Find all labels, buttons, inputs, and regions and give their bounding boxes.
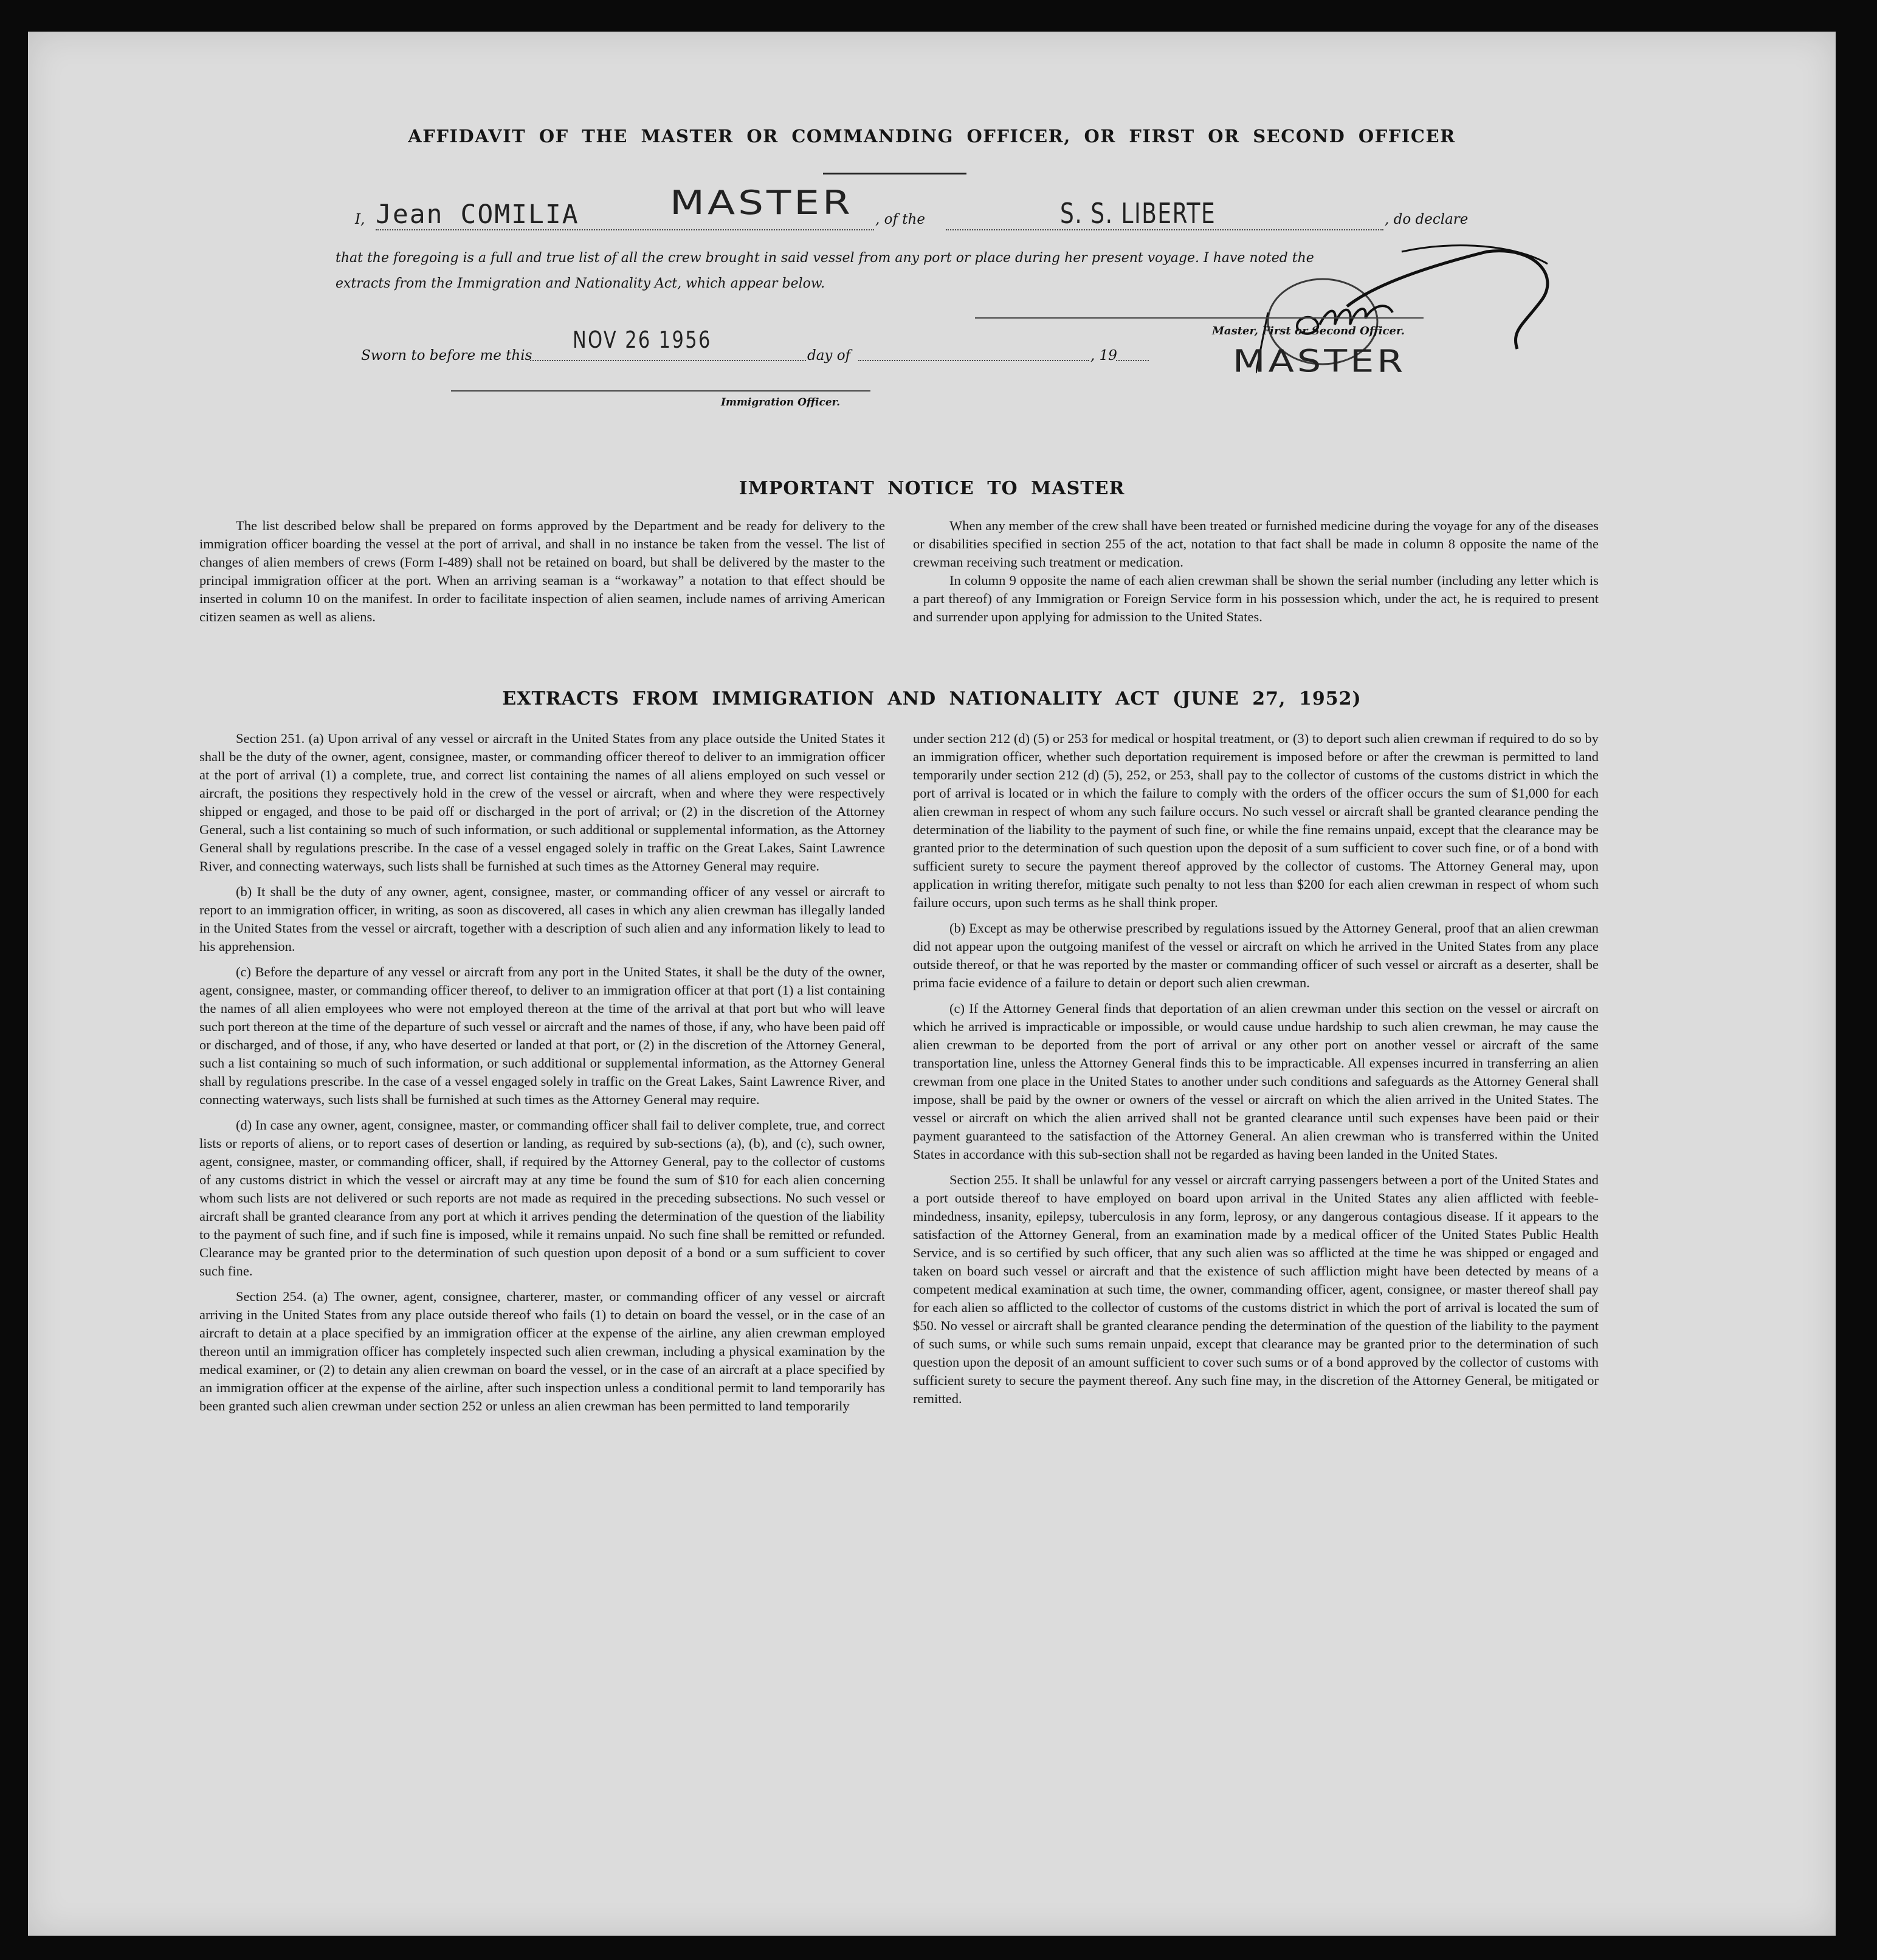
- extract-paragraph: Section 254. (a) The owner, agent, consignee, charterer, master, or commanding officer of any vessel or aircraft arriving in the United States from any place outside thereof who fails (1) to detain on board the vessel, or in the case of an aircraft to detain at a place specified by an immigration officer at the expense of the airline, any alien crewman employed thereon until an immigration officer has completely inspected such alien crewman, including a physical examination by the medical examiner, or (2) to detain any alien crewman on board the vessel, or in the case of an aircraft at a place specified by an immigration officer at the expense of the airline, after such inspection unless a conditional permit to land temporarily has been granted such alien crewman under section 252 or unless an alien crewman has been permitted to land temporarily: [199, 1289, 885, 1413]
- affidavit-title: AFFIDAVIT OF THE MASTER OR COMMANDING OFFICER, OR FIRST OR SECOND OFFICER: [408, 126, 1456, 147]
- sworn-date: NOV 26 1956: [573, 326, 712, 353]
- extracts-left-column: [199, 730, 885, 1423]
- extracts-right-column: [913, 730, 1599, 1415]
- i-label: I,: [355, 212, 365, 227]
- notice-title: IMPORTANT NOTICE TO MASTER: [739, 478, 1125, 499]
- year-prefix: , 19: [1090, 348, 1117, 364]
- do-declare-label: , do declare: [1385, 212, 1469, 227]
- extract-paragraph: (b) It shall be the duty of any owner, agent, consignee, master, or commanding officer of any vessel or aircraft to report to an immigration officer, in writing, as soon as discovered, all cases in which any alien crewman has illegally landed in the United States from the vessel or aircraft, together with a description of such alien and any information likely to lead to his apprehension.: [199, 884, 885, 954]
- extracts-title: EXTRACTS FROM IMMIGRATION AND NATIONALITY ACT (JUNE 27, 1952): [502, 688, 1362, 709]
- affidavit-line-3: extracts from the Immigration and Nationality Act, which appear below.: [336, 276, 825, 291]
- notice-left-column: [199, 517, 885, 633]
- notice-right-paragraph: When any member of the crew shall have been treated or furnished medicine during the voyage for any of the diseases or disabilities specified in section 255 of the act, notation to that fact shall be made in column 8 opposite the name of the crewman receiving such treatment or medication.: [913, 518, 1599, 570]
- document-page: [28, 32, 1836, 1936]
- master-stamp: MASTER: [1233, 343, 1407, 379]
- master-name: Jean COMILIA: [376, 199, 579, 230]
- year-line: [1116, 360, 1149, 361]
- date-line: [530, 360, 806, 361]
- title-divider: [823, 173, 966, 174]
- rank-stamp: MASTER: [670, 184, 853, 223]
- sworn-label: Sworn to before me this: [361, 348, 532, 364]
- notice-left-paragraph: The list described below shall be prepared on forms approved by the Department and be ready for delivery to the immigration officer boarding the vessel at the port of arrival, and shall in no instance be taken from the vessel. The list of changes of alien members of crews (Form I-489) shall not be retained on board, but shall be delivered by the master to the principal immigration officer at the port. When an arriving seaman is a “workaway” a notation to that effect should be inserted in column 10 on the manifest. In order to facilitate inspection of alien seamen, include names of arriving American citizen seamen as well as aliens.: [199, 518, 885, 624]
- extract-paragraph: (b) Except as may be otherwise prescribed by regulations issued by the Attorney General, proof that an alien crewman did not appear upon the outgoing manifest of the vessel or aircraft on which he arrived in the United States from any place outside thereof, or that he was reported by the master or commanding officer of such vessel or aircraft as a deserter, shall be prima facie evidence of a failure to detain or deport such alien crewman.: [913, 920, 1599, 990]
- officer-caption: Master, First or Second Officer.: [1212, 325, 1405, 337]
- month-line: [858, 360, 1089, 361]
- day-of-label: day of: [807, 348, 851, 364]
- ship-name: S. S. LIBERTE: [1060, 197, 1216, 230]
- extract-paragraph: Section 255. It shall be unlawful for any vessel or aircraft carrying passengers between a port of the United States and a port outside thereof to have employed on board upon arrival in the United States any alien afflicted with feeble-mindedness, insanity, epilepsy, tuberculosis in any form, leprosy, or any dangerous contagious disease. If it appears to the satisfaction of the Attorney General, from an examination made by a medical officer of the United States Public Health Service, and is so certified by such officer, that any such alien was so afflicted at the time he was shipped or engaged and taken on board such vessel or aircraft and that the existence of such affliction might have been detected by means of a competent medical examination at such time, the owner, commanding officer, agent, consignee, or master thereof shall pay for each alien so afflicted to the collector of customs of the customs district in which the port of arrival is located the sum of $50. No vessel or aircraft shall be granted clearance pending the determination of the question of the liability to the payment of such sums, or while such sums remain unpaid, except that clearance may be granted prior to the determination of such question upon the deposit of an amount sufficient to cover such sums or of a bond approved by the collector of customs with sufficient surety to secure the payment thereof. Any such fine may, in the discretion of the Attorney General, be mitigated or remitted.: [913, 1172, 1599, 1406]
- officer-signature-line: [975, 317, 1424, 319]
- name-line: [376, 229, 874, 230]
- extract-paragraph: (c) If the Attorney General finds that deportation of an alien crewman under this section on the vessel or aircraft on which he arrived is impracticable or impossible, or would cause undue hardship to such alien crewman, he may cause the alien crewman to be deported from the port of arrival or any other port on another vessel or aircraft of the same transportation line, unless the Attorney General finds this to be impracticable. All expenses incurred in transferring an alien crewman from one place in the United States to another under such conditions and safeguards as the Attorney General shall impose, shall be paid by the owner or owners of the vessel or aircraft on which the alien arrived in the United States. The vessel or aircraft on which the alien arrived shall not be granted clearance until such expenses have been paid or their payment guaranteed to the satisfaction of the Attorney General. An alien crewman who is transferred within the United States in accordance with this sub-section shall not be regarded as having been landed in the United States.: [913, 1001, 1599, 1162]
- extract-paragraph: (d) In case any owner, agent, consignee, master, or commanding officer shall fail to deliver complete, true, and correct lists or reports of aliens, or to report cases of desertion or landing, as required by sub-sections (a), (b), and (c), such owner, agent, consignee, master, or commanding officer, shall, if required by the Attorney General, pay to the collector of customs of any customs district in which the vessel or aircraft may at any time be found the sum of $10 for each alien concerning whom such lists are not delivered or such reports are not made as required in the preceding subsections. No such vessel or aircraft shall be granted clearance from any port at which it arrives pending the determination of the question of the liability to the payment of such fine, and if such fine is imposed, while it remains unpaid. No such fine shall be remitted or refunded. Clearance may be granted prior to the determination of such question upon deposit of a bond or a sum sufficient to cover such fine.: [199, 1117, 885, 1278]
- extract-paragraph: (c) Before the departure of any vessel or aircraft from any port in the United States, it shall be the duty of the owner, agent, consignee, master, or commanding officer thereof, to deliver to an immigration officer at that port (1) a list containing the names of all alien employees who were not employed thereon at the time of the arrival at that port but who will leave such port thereon at the time of the departure of such vessel or aircraft and the names of those, if any, who have been paid off or discharged, and of those, if any, who have deserted or landed at that port, or (2) in the discretion of the Attorney General, such a list containing so much of such information, or such additional or supplemental information, as the Attorney General shall by regulations prescribe. In the case of a vessel engaged solely in traffic on the Great Lakes, Saint Lawrence River, and connecting waterways, such lists shall be furnished at such times as the Attorney General may require.: [199, 964, 885, 1107]
- notice-right-paragraph: In column 9 opposite the name of each alien crewman shall be shown the serial number (including any letter which is a part thereof) of any Immigration or Foreign Service form in his possession which, under the act, he is required to present and surrender upon applying for admission to the United States.: [913, 573, 1599, 624]
- immigration-officer-caption: Immigration Officer.: [721, 396, 840, 409]
- immigration-officer-line: [451, 390, 870, 392]
- extract-paragraph: under section 212 (d) (5) or 253 for medical or hospital treatment, or (3) to deport such alien crewman if required to do so by an immigration officer, whether such deportation requirement is imposed before or after the crewman is permitted to land temporarily under section 212 (d) (5), 252, or 253, shall pay to the collector of customs of the customs district in which the port of arrival is located or in which the failure to comply with the orders of the officer occurs the sum of $1,000 for each alien crewman in respect of whom any such failure occurs. No such vessel or aircraft shall be granted clearance pending the determination of the liability to the payment of such fine, or while the fine remains unpaid, except that the clearance may be granted prior to the determination of such question upon the deposit of a sum sufficient to cover such fine, or of a bond with sufficient surety to secure the payment thereof approved by the collector of customs. The Attorney General may, upon application in writing therefor, mitigate such penalty to not less than $200 for each alien crewman in respect of whom such failure occurs, upon such terms as he shall think proper.: [913, 731, 1599, 910]
- of-the-label: , of the: [875, 212, 925, 227]
- extract-paragraph: Section 251. (a) Upon arrival of any vessel or aircraft in the United States from any place outside the United States it shall be the duty of the owner, agent, consignee, master, or commanding officer thereof to deliver to an immigration officer at the port of arrival (1) a complete, true, and correct list containing the names of all aliens employed on such vessel or aircraft, the positions they respectively hold in the crew of the vessel or aircraft, when and where they were respectively shipped or engaged, and those to be paid off or discharged in the port of arrival; or (2) in the discretion of the Attorney General, such a list containing so much of such information, or such additional or supplemental information, as the Attorney General shall by regulations prescribe. In the case of a vessel engaged solely in traffic on the Great Lakes, Saint Lawrence River, and connecting waterways, such lists shall be furnished at such times as the Attorney General may require.: [199, 731, 885, 874]
- affidavit-line-2: that the foregoing is a full and true list of all the crew brought in said vessel from any port or place during her present voyage. I have noted the: [336, 250, 1314, 266]
- notice-right-column: [913, 517, 1599, 633]
